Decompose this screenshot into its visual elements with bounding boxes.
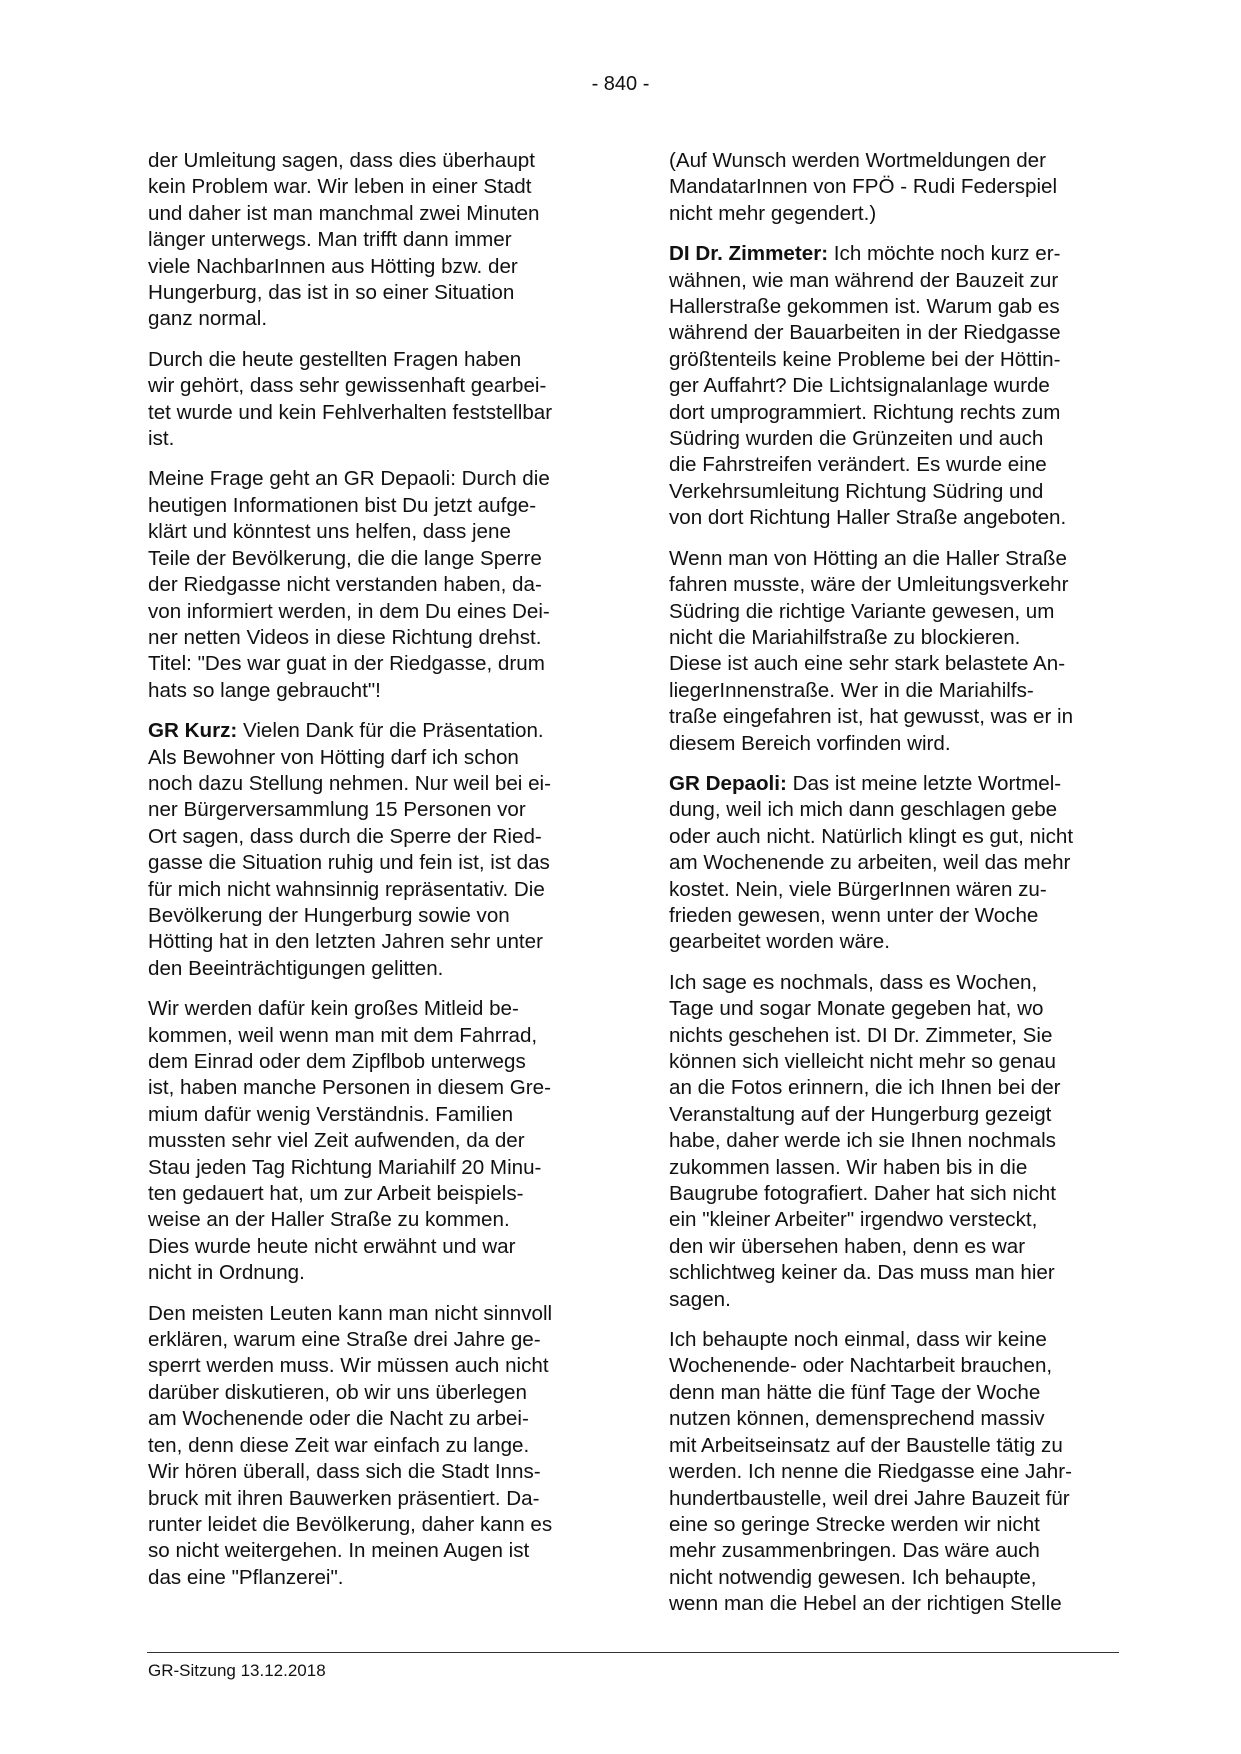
text-line: Südring die richtige Variante gewesen, um [669, 599, 1055, 623]
footer-divider [147, 1652, 1119, 1653]
text-line: Bevölkerung der Hungerburg sowie von [148, 903, 510, 927]
text-line [669, 771, 1129, 797]
text-line: fahren musste, wäre der Umleitungsverkehr [669, 573, 1069, 597]
text-line: Wochenende- oder Nachtarbeit brauchen, [669, 1354, 1053, 1378]
text-line: Stau jeden Tag Richtung Mariahilf 20 Minu- [148, 1155, 542, 1179]
text-line: nicht in Ordnung. [148, 1261, 305, 1285]
text-line: kommen, weil wenn man mit dem Fahrrad, [148, 1023, 538, 1047]
footer-session-date: GR-Sitzung 13.12.2018 [148, 1661, 326, 1680]
text-line: so nicht weitergehen. In meinen Augen ist [148, 1539, 530, 1563]
text-line: Dies wurde heute nicht erwähnt und war [148, 1234, 516, 1258]
text-line: mit Arbeitseinsatz auf der Baustelle tätig zu [669, 1433, 1063, 1457]
text-line: kostet. Nein, viele BürgerInnen wären zu- [669, 877, 1047, 901]
text-line: dung, weil ich mich dann geschlagen gebe [669, 798, 1058, 822]
text-line: klärt und könntest uns helfen, dass jene [148, 520, 511, 544]
text-line: nutzen können, demensprechend massiv [669, 1407, 1045, 1431]
text-line: habe, daher werde ich sie Ihnen nochmals [669, 1129, 1056, 1153]
text-line: Durch die heute gestellten Fragen haben [148, 347, 522, 371]
text-line: dem Einrad oder dem Zipflbob unterwegs [148, 1050, 526, 1073]
speaker-name: GR Kurz: [148, 719, 238, 743]
text-line: von dort Richtung Haller Straße angeboten. [669, 506, 1067, 530]
text-line: wenn man die Hebel an der richtigen Stelle [669, 1592, 1062, 1616]
text-line: Teile der Bevölkerung, die die lange Sperre [148, 546, 542, 570]
text-line: das eine "Pflanzerei". [148, 1565, 344, 1589]
text-line: für mich nicht wahnsinnig repräsentativ. Die [148, 877, 545, 901]
speaker-name: DI Dr. Zimmeter: [669, 242, 829, 266]
paragraph [148, 996, 600, 1286]
text-line: am Wochenende zu arbeiten, weil das mehr [669, 851, 1071, 875]
text-line: noch dazu Stellung nehmen. Nur weil bei ei- [148, 771, 551, 795]
text-line: Meine Frage geht an GR Depaoli: Durch die [148, 467, 550, 491]
text-line: die Fahrstreifen verändert. Es wurde eine [669, 453, 1047, 477]
text-line: nicht die Mariahilfstraße zu blockieren. [669, 625, 1021, 649]
text-line: Tage und sogar Monate gegeben hat, wo [669, 997, 1044, 1021]
text-line: ten gedauert hat, um zur Arbeit beispiels- [148, 1182, 524, 1206]
text-line: Titel: "Des war guat in der Riedgasse, drum [148, 652, 545, 676]
text-line: den Beeinträchtigungen gelitten. [148, 956, 444, 980]
text-line [148, 718, 600, 744]
text-line: ist, haben manche Personen in diesem Gre- [148, 1076, 551, 1100]
text-line: der Umleitung sagen, dass dies überhaupt [148, 149, 535, 172]
text-line: nicht notwendig gewesen. Ich behaupte, [669, 1565, 1037, 1589]
text-line: länger unterwegs. Man trifft dann immer [148, 228, 512, 252]
text-line: während der Bauarbeiten in der Riedgasse [669, 321, 1061, 345]
text-fragment: Vielen Dank für die Präsentation. [237, 719, 544, 743]
text-line: bruck mit ihren Bauwerken präsentiert. Da- [148, 1486, 540, 1510]
text-line: traße eingefahren ist, hat gewusst, was er in [669, 705, 1074, 729]
text-line [669, 241, 1129, 267]
paragraph [669, 546, 1129, 757]
paragraph [669, 241, 1129, 531]
text-line: Als Bewohner von Hötting darf ich schon [148, 745, 519, 769]
text-line: erklären, warum eine Straße drei Jahre ge- [148, 1328, 541, 1352]
text-line: nichts geschehen ist. DI Dr. Zimmeter, Sie [669, 1023, 1053, 1047]
text-line: Wir hören überall, dass sich die Stadt Inns- [148, 1460, 541, 1484]
paragraph [148, 718, 600, 982]
text-line: dort umprogrammiert. Richtung rechts zum [669, 400, 1061, 424]
text-line: heutigen Informationen bist Du jetzt aufge- [148, 493, 537, 517]
paragraph [669, 148, 1129, 227]
text-line: mussten sehr viel Zeit aufwenden, da der [148, 1129, 525, 1153]
text-line: der Riedgasse nicht verstanden haben, da- [148, 573, 542, 597]
text-line: schlichtweg keiner da. Das muss man hier [669, 1261, 1055, 1285]
text-line: Wir werden dafür kein großes Mitleid be- [148, 997, 519, 1021]
text-line: ist. [148, 427, 175, 451]
paragraph [669, 1327, 1129, 1617]
speaker-name: GR Depaoli: [669, 771, 787, 795]
text-line: viele NachbarInnen aus Hötting bzw. der [148, 254, 518, 278]
text-line: tet wurde und kein Fehlverhalten feststellbar [148, 400, 553, 424]
text-line: Ich sage es nochmals, dass es Wochen, [669, 970, 1038, 994]
text-line: ein "kleiner Arbeiter" irgendwo versteckt, [669, 1208, 1038, 1232]
text-line: gasse die Situation ruhig und fein ist, ist das [148, 851, 550, 875]
text-line: Südring wurden die Grünzeiten und auch [669, 427, 1044, 451]
text-line: Hungerburg, das ist in so einer Situation [148, 281, 515, 305]
text-line: Hötting hat in den letzten Jahren sehr unter [148, 930, 543, 954]
text-line: frieden gewesen, wenn unter der Woche [669, 903, 1039, 927]
text-line: wähnen, wie man während der Bauzeit zur [669, 268, 1059, 292]
text-line: zukommen lassen. Wir haben bis in die [669, 1155, 1028, 1179]
text-line: liegerInnenstraße. Wer in die Mariahilfs- [669, 678, 1034, 702]
text-line: am Wochenende oder die Nacht zu arbei- [148, 1407, 529, 1431]
text-line: diesem Bereich vorfinden wird. [669, 731, 951, 755]
left-column [148, 148, 600, 1605]
text-line: gearbeitet worden wäre. [669, 930, 890, 954]
paragraph [669, 771, 1129, 956]
text-line: Verkehrsumleitung Richtung Südring und [669, 479, 1044, 503]
paragraph [669, 970, 1129, 1313]
text-line: den wir übersehen haben, denn es war [669, 1234, 1026, 1258]
text-line: runter leidet die Bevölkerung, daher kann es [148, 1512, 553, 1536]
text-line: mehr zusammenbringen. Das wäre auch [669, 1539, 1040, 1563]
text-line: weise an der Haller Straße zu kommen. [148, 1208, 510, 1232]
paragraph [148, 148, 600, 333]
text-line: eine so geringe Strecke werden wir nicht [669, 1512, 1040, 1536]
page-number: - 840 - [591, 73, 650, 95]
text-line: Veranstaltung auf der Hungerburg gezeigt [669, 1102, 1052, 1126]
text-line: (Auf Wunsch werden Wortmeldungen der [669, 149, 1046, 172]
text-line: sagen. [669, 1287, 731, 1311]
text-line: Baugrube fotografiert. Daher hat sich nicht [669, 1182, 1056, 1206]
text-line: ner Bürgerversammlung 15 Personen vor [148, 798, 526, 822]
text-line: an die Fotos erinnern, die ich Ihnen bei der [669, 1076, 1061, 1100]
paragraph [148, 466, 600, 704]
text-line: können sich vielleicht nicht mehr so genau [669, 1050, 1056, 1073]
text-line: nicht mehr gegendert.) [669, 201, 877, 225]
text-line: größtenteils keine Probleme bei der Höttin- [669, 347, 1061, 371]
text-line: ner netten Videos in diese Richtung drehst. [148, 625, 542, 649]
text-fragment: Ich möchte noch kurz er- [828, 242, 1061, 266]
text-line: wir gehört, dass sehr gewissenhaft gearbei- [148, 374, 547, 398]
text-line: sperrt werden muss. Wir müssen auch nicht [148, 1354, 549, 1378]
text-line: hundertbaustelle, weil drei Jahre Bauzeit für [669, 1486, 1070, 1510]
text-line: Ort sagen, dass durch die Sperre der Ried- [148, 824, 542, 848]
paragraph [148, 347, 600, 453]
text-line: hats so lange gebraucht"! [148, 678, 381, 702]
text-line: Diese ist auch eine sehr stark belastete An- [669, 652, 1066, 676]
text-line: werden. Ich nenne die Riedgasse eine Jahr- [669, 1460, 1072, 1484]
text-line: darüber diskutieren, ob wir uns überlegen [148, 1380, 527, 1404]
text-line: von informiert werden, in dem Du eines Dei- [148, 599, 550, 623]
paragraph [148, 1301, 600, 1591]
text-fragment: Das ist meine letzte Wortmel- [786, 771, 1062, 795]
text-line: mium dafür wenig Verständnis. Familien [148, 1102, 514, 1126]
text-line: ger Auffahrt? Die Lichtsignalanlage wurde [669, 374, 1050, 398]
text-line: Hallerstraße gekommen ist. Warum gab es [669, 295, 1060, 319]
text-line: ganz normal. [148, 307, 268, 331]
text-line: ten, denn diese Zeit war einfach zu lange. [148, 1433, 530, 1457]
text-line: Ich behaupte noch einmal, dass wir keine [669, 1328, 1047, 1352]
text-line: kein Problem war. Wir leben in einer Stadt [148, 175, 532, 199]
text-line: Wenn man von Hötting an die Haller Straße [669, 546, 1067, 570]
text-line: denn man hätte die fünf Tage der Woche [669, 1380, 1041, 1404]
right-column [669, 148, 1129, 1632]
text-line: oder auch nicht. Natürlich klingt es gut, nicht [669, 824, 1074, 848]
text-line: und daher ist man manchmal zwei Minuten [148, 201, 540, 225]
text-line: Den meisten Leuten kann man nicht sinnvoll [148, 1301, 553, 1325]
text-line: MandatarInnen von FPÖ - Rudi Federspiel [669, 175, 1058, 199]
